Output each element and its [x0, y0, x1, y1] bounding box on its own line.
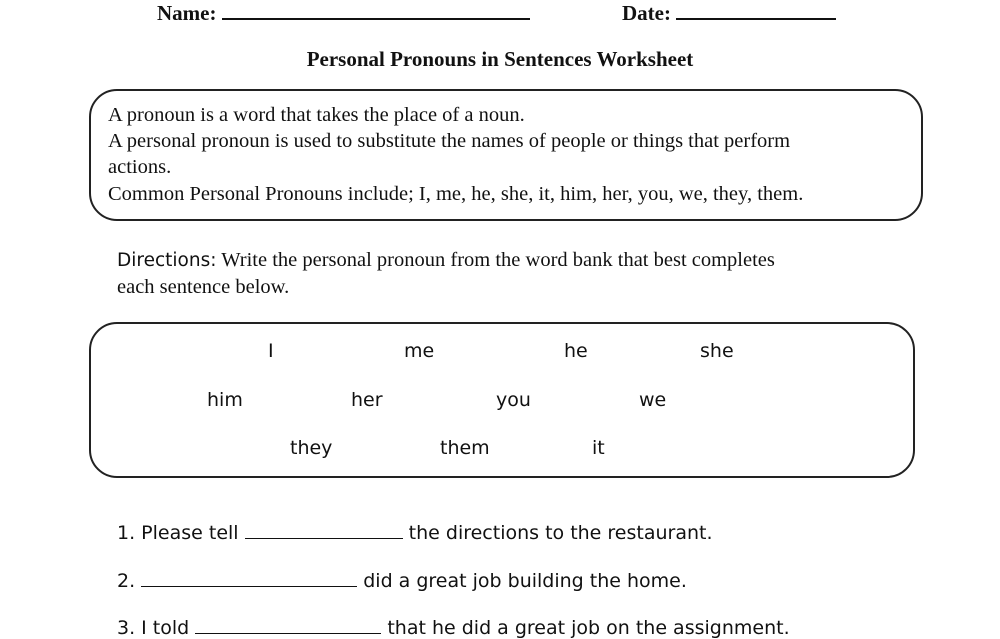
question-2-after: did a great job building the home. — [363, 570, 687, 592]
question-2 — [117, 568, 687, 592]
definition-line-2: A personal pronoun is used to substitute the names of people or things that perform — [108, 130, 791, 152]
question-3 — [117, 615, 790, 639]
word-bank-word: it — [592, 437, 605, 459]
worksheet-title: Personal Pronouns in Sentences Worksheet — [306, 47, 694, 71]
definition-line-4: Common Personal Pronouns include; I, me, he, she, it, him, her, you, we, they, them. — [108, 183, 804, 205]
date-label: Date: — [622, 1, 671, 25]
name-field — [157, 0, 530, 26]
word-bank-word: I — [268, 340, 274, 362]
name-label: Name: — [157, 1, 217, 25]
directions-label: Directions: — [117, 250, 217, 271]
word-bank-word: her — [351, 389, 383, 411]
word-bank-word: you — [496, 389, 531, 411]
date-field — [622, 0, 836, 26]
directions-line-1 — [117, 249, 775, 272]
word-bank-word: he — [564, 340, 588, 362]
word-bank-word: she — [700, 340, 734, 362]
name-blank[interactable] — [222, 0, 530, 20]
question-1-after: the directions to the restaurant. — [408, 522, 713, 544]
date-blank[interactable] — [676, 0, 836, 20]
word-bank-word: me — [404, 340, 435, 362]
question-1 — [117, 520, 713, 544]
question-3-after: that he did a great job on the assignment. — [387, 617, 790, 639]
directions-line-2: each sentence below. — [117, 276, 290, 298]
directions-text-1: Write the personal pronoun from the word bank that best completes — [221, 249, 775, 271]
word-bank-word: him — [207, 389, 243, 411]
question-3-before: 3. I told — [117, 617, 190, 639]
word-bank-word: them — [440, 437, 490, 459]
word-bank-word: they — [290, 437, 333, 459]
answer-blank-3[interactable] — [195, 615, 381, 634]
answer-blank-1[interactable] — [245, 520, 403, 539]
definition-line-1: A pronoun is a word that takes the place of a noun. — [108, 104, 525, 126]
question-2-before: 2. — [117, 570, 136, 592]
question-1-before: 1. Please tell — [117, 522, 239, 544]
answer-blank-2[interactable] — [141, 568, 357, 587]
definition-line-3: actions. — [108, 156, 172, 178]
word-bank-word: we — [639, 389, 667, 411]
